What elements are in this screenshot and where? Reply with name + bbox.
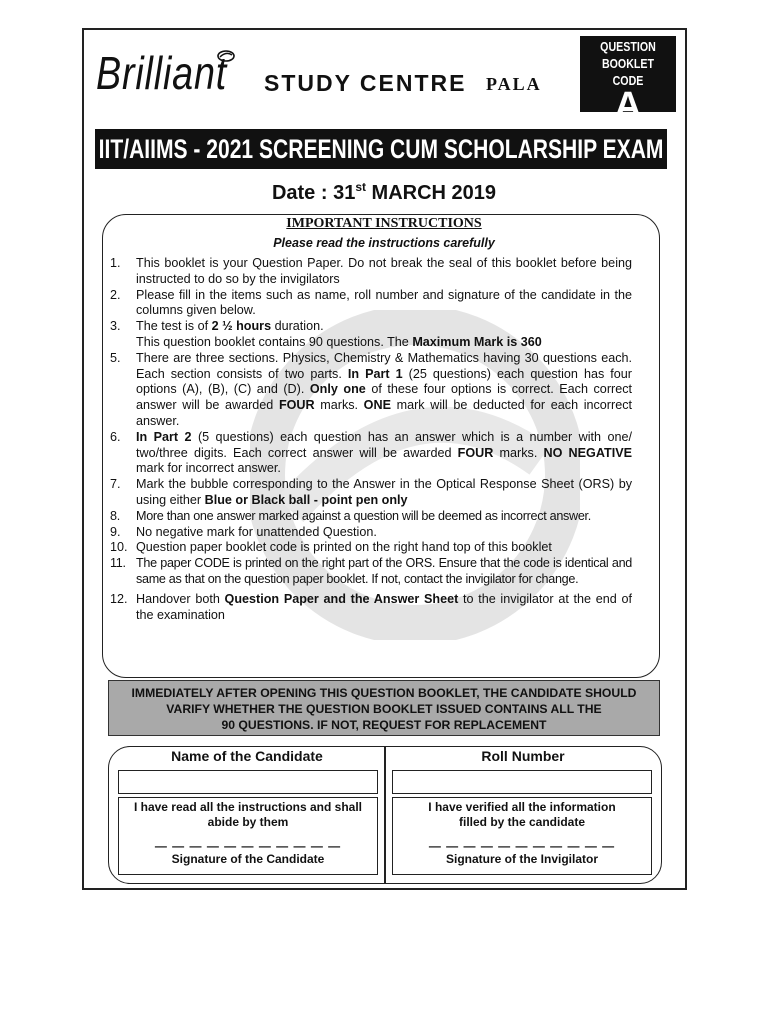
instruction-text: More than one answer marked against a question will be deemed as incorrect answer. [136,508,591,523]
instruction-text: marks. [493,445,544,460]
booklet-code-letter: A [614,85,642,127]
instruction-text: Handover both [136,591,225,606]
exam-title-bar [95,129,667,169]
instruction-item [110,335,632,351]
instruction-item [110,509,632,525]
date-suffix: st [355,180,366,194]
instruction-text: FOUR [457,445,494,460]
candidate-signature-box[interactable] [118,797,378,875]
instruction-text: (25 questions) each question has four options (A), (B), (C) and (D). [136,366,632,397]
instruction-item [110,319,632,335]
booklet-code-box [580,36,676,127]
instruction-text: to the invigilator at the end of the examination [136,591,632,622]
instruction-text: Maximum Mark is 360 [412,334,542,349]
instruction-item [110,556,632,588]
instruction-item [110,430,632,477]
instruction-text: Question Paper and the Answer Sheet [224,591,459,606]
instructions-subheading: Please read the instructions carefully [273,236,495,250]
roll-number-field[interactable] [392,770,652,794]
roll-label: Roll Number [481,748,565,764]
date-rest: MARCH 2019 [366,182,497,204]
study-centre-label: STUDY CENTRE [264,70,467,96]
brand-logo: Brilliant [96,47,228,99]
candidate-signature-line: — — — — — — — — — — — [154,839,342,853]
instruction-number: 11. [110,556,126,571]
instruction-number: 10. [110,540,128,555]
instruction-text: Only one [309,382,366,397]
instruction-text: The paper CODE is printed on the right part of the ORS. Ensure that the code is identical and same as that on the question paper booklet. If not, contact the invigilator for change. [136,556,632,586]
invigilator-signature-label: Signature of the Invigilator [445,852,598,866]
instructions-list [110,256,632,623]
instruction-item [110,288,632,320]
instruction-text: In Part 1 [347,366,403,381]
instruction-number: 7. [110,477,121,492]
candidate-name-field[interactable] [118,770,378,794]
invigilator-declaration-line1: I have verified all the information [428,800,616,814]
instruction-number: 6. [110,429,121,444]
instructions-heading: IMPORTANT INSTRUCTIONS [286,216,482,231]
instruction-number: 1. [110,256,121,270]
instruction-text: No negative mark for unattended Question. [136,524,377,539]
instruction-number: 3. [110,319,121,334]
instruction-text: mark will be deducted for each incorrect answer. [136,398,632,428]
instruction-number: 2. [110,287,121,302]
instruction-number: 8. [110,508,120,523]
location-label: PALA [486,74,542,94]
candidate-declaration-line2: abide by them [207,815,289,829]
instruction-text: of these four options is correct. Each correct answer will be awarded [136,382,633,413]
instruction-text: marks. [314,398,364,413]
instruction-item [110,351,632,430]
instruction-text: Blue or Black ball - point pen only [204,492,408,507]
notice-line3: 90 QUESTIONS. IF NOT, REQUEST FOR REPLACEMENT [221,718,547,732]
candidate-signature-label: Signature of the Candidate [171,852,325,866]
invigilator-declaration-line2: filled by the candidate [458,815,586,829]
instruction-item [110,477,632,509]
instruction-text: The test is of [136,319,212,334]
instruction-text: duration. [271,319,324,334]
booklet-code-line2: BOOKLET CODE [601,56,655,88]
exam-title: IIT/AIIMS - 2021 SCREENING CUM SCHOLARSHIP EXAM [98,133,664,164]
brand-swirl-icon [217,50,235,62]
instruction-text: This question booklet contains 90 questions. The [136,334,413,349]
instruction-item [110,592,632,624]
instruction-number: 12. [110,591,128,606]
instruction-text: Please fill in the items such as name, roll number and signature of the candidate in the columns given below. [136,287,632,318]
instruction-text: Question paper booklet code is printed on the right hand top of this booklet [136,540,552,555]
instruction-item [110,540,632,556]
booklet-code-line1: QUESTION [600,39,656,54]
instruction-item [110,256,632,288]
instruction-number: 9. [110,524,121,539]
instruction-text: mark for incorrect answer. [136,461,281,476]
notice-line2: VARIFY WHETHER THE QUESTION BOOKLET ISSUED CONTAINS ALL THE [166,702,602,716]
instruction-text: There are three sections. Physics, Chemistry & Mathematics having 30 questions each. Each section consists of two parts. [136,350,632,381]
invigilator-signature-box[interactable] [392,797,652,875]
name-label: Name of the Candidate [171,748,323,764]
instruction-text: FOUR [278,398,315,413]
instruction-text: In Part 2 [136,429,192,444]
instruction-text: This booklet is your Question Paper. Do not break the seal of this booklet before being instructed to do so by the invigilators [136,256,632,286]
instruction-item [110,525,632,541]
instruction-text: Mark the bubble corresponding to the Answer in the Optical Response Sheet (ORS) by using either [136,477,632,507]
invigilator-signature-line: — — — — — — — — — — — [428,839,616,853]
exam-date [0,180,768,205]
instruction-text: ONE [363,398,391,413]
instruction-text: 2 ½ hours [211,319,272,334]
replacement-notice [108,680,660,736]
instruction-number: 5. [110,350,121,365]
date-prefix: Date : 31 [271,182,356,204]
notice-line1: IMMEDIATELY AFTER OPENING THIS QUESTION BOOKLET, THE CANDIDATE SHOULD [131,686,637,700]
column-divider [384,746,386,884]
instruction-text: NO NEGATIVE [543,445,632,460]
candidate-declaration-line1: I have read all the instructions and shall [133,800,363,814]
instruction-text: (5 questions) each question has an answer which is a number with one/ two/three digits. Each correct answer will be awarded [136,429,632,460]
